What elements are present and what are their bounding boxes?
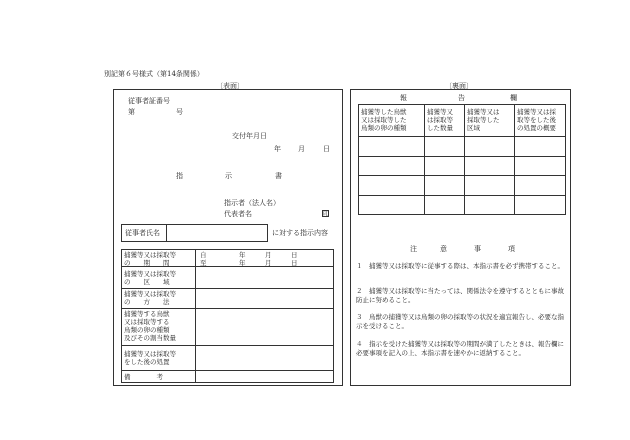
issue-day: 日 [323,145,330,153]
note-item: １ 捕獲等又は採取等に従事する際は、本指示書を必ず携帯すること。 [356,262,564,270]
notes-title-3: 事 [474,245,481,253]
representative-label: 代表者名 [224,210,252,218]
note-item: ３ 鳥獣の捕獲等又は鳥類の卵の採取等の状況を適宜報告し、必要な指示を受けること。 [356,313,564,330]
cert-no-label: 従事者証番号 [128,97,170,105]
row-method-label: 捕獲等又は採取等 の 方 法 [124,290,176,306]
doc-title-3: 書 [275,172,282,180]
cert-no-suffix: 号 [176,108,183,116]
issue-year: 年 [274,145,281,153]
report-title-3: 欄 [510,94,517,102]
row-period-to: 至 年 月 日 [200,259,298,267]
issuer-label: 指示者（法人名） [224,199,280,207]
note-item: ２ 捕獲等又は採取等に当たっては、関係法令を遵守するとともに事故防止に努めること。 [356,287,564,304]
issue-date-label: 交付年月日 [232,132,267,140]
row-period-label: 捕獲等又は採取等 の 期 間 [124,251,176,267]
row-period-from: 自 年 月 日 [200,251,298,259]
report-title-1: 報 [400,94,407,102]
row-species-label: 捕獲等する鳥獣 又は採取等する 鳥類の卵の種類 及びその割当数量 [124,310,176,342]
form-title: 別記第６号様式（第14条関係） [104,70,204,78]
instruction-suffix: に対する指示内容 [272,229,328,237]
row-remarks-label: 備 考 [124,373,163,381]
front-label: 〔表面〕 [216,82,244,90]
report-col-species: 捕獲等した鳥獣 又は採取等した 鳥類の卵の種類 [361,108,407,132]
notes-title-4: 項 [508,245,515,253]
note-item: ４ 指示を受けた捕獲等又は採取等の期間が満了したときは、報告欄に必要事項を記入の上、本指示書を速やかに返納すること。 [356,340,564,357]
notes-title-2: 意 [440,245,447,253]
row-after-label: 捕獲等又は採取等 をした後の処置 [124,350,176,366]
report-col-area: 捕獲等又は 採取等した 区域 [467,108,500,132]
seal-mark: 印 [323,211,330,218]
doc-title-2: 示 [225,172,232,180]
report-col-after: 捕獲等又は採 取等をした後 の処置の概要 [517,108,556,132]
report-col-quantity: 捕獲等又 は採取等 した数量 [427,108,453,132]
worker-name-label: 従事者氏名 [125,229,160,237]
doc-title-1: 指 [176,172,183,180]
row-area-label: 捕獲等又は採取等 の 区 域 [124,270,176,286]
notes-title-1: 注 [410,245,417,253]
back-label: 〔裏面〕 [445,82,473,90]
report-title-2: 告 [458,94,465,102]
cert-no-prefix: 第 [128,108,135,116]
issue-month: 月 [298,145,305,153]
